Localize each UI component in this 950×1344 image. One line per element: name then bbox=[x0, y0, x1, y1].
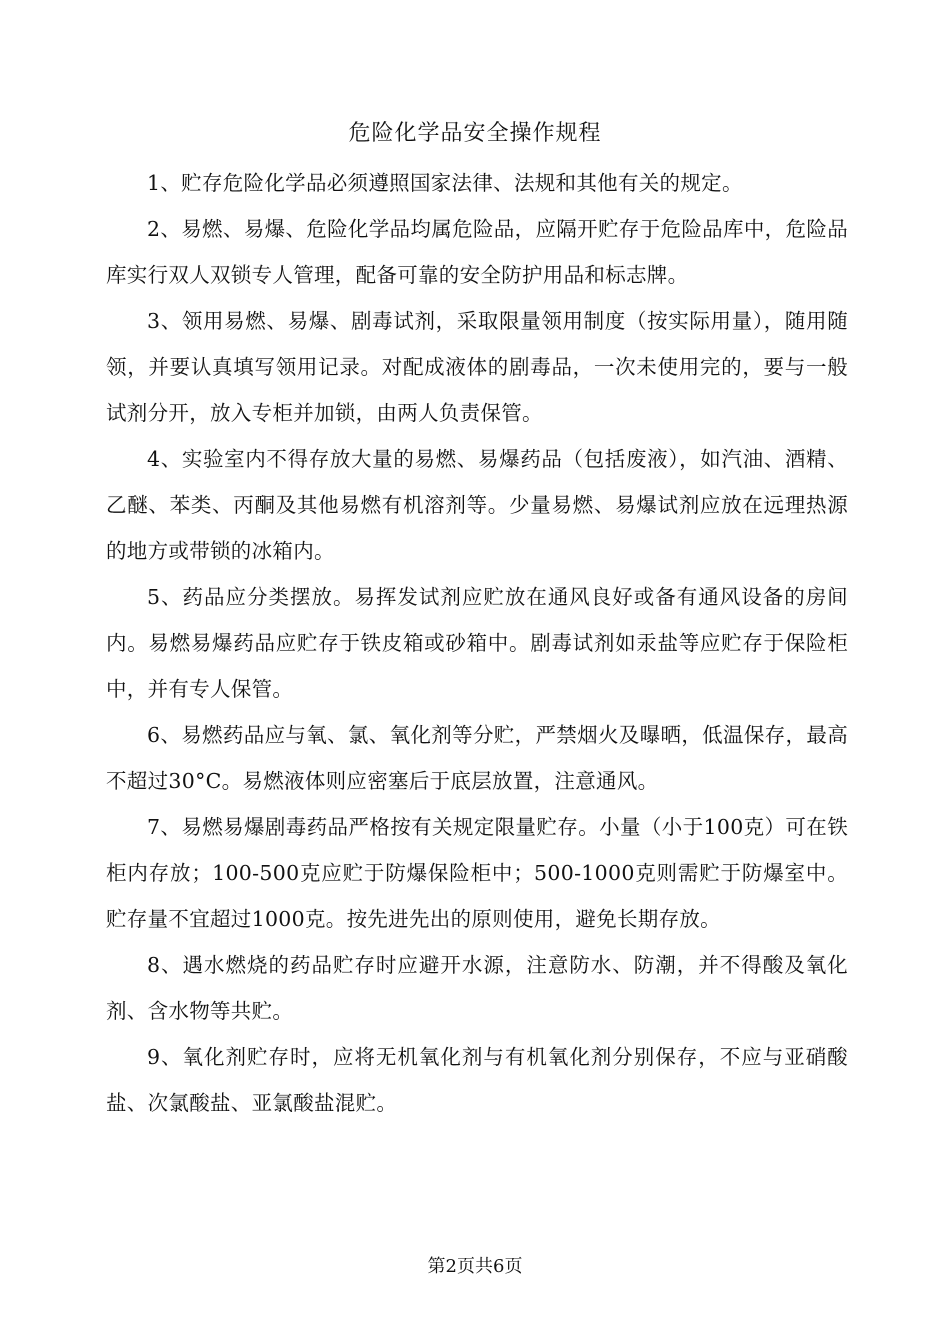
paragraph-6: 6、易燃药品应与氧、氯、氧化剂等分贮，严禁烟火及曝晒，低温保存，最高不超过30°C。易燃液体则应密塞后于底层放置，注意通风。 bbox=[106, 723, 848, 793]
paragraph-5: 5、药品应分类摆放。易挥发试剂应贮放在通风良好或备有通风设备的房间内。易燃易爆药品应贮存于铁皮箱或砂箱中。剧毒试剂如汞盐等应贮存于保险柜中，并有专人保管。 bbox=[106, 585, 848, 701]
paragraph-1: 1、贮存危险化学品必须遵照国家法律、法规和其他有关的规定。 bbox=[147, 171, 743, 195]
paragraph-7: 7、易燃易爆剧毒药品严格按有关规定限量贮存。小量（小于100克）可在铁柜内存放；100-500克应贮于防爆保险柜中；500-1000克则需贮于防爆室中。贮存量不宜超过1000克。按先进先出的原则使用，避免长期存放。 bbox=[106, 815, 848, 931]
document-body bbox=[106, 160, 848, 1126]
paragraph-3: 3、领用易燃、易爆、剧毒试剂，采取限量领用制度（按实际用量），随用随领，并要认真填写领用记录。对配成液体的剧毒品，一次未使用完的，要与一般试剂分开，放入专柜并加锁，由两人负责保管。 bbox=[106, 309, 848, 425]
paragraph-2: 2、易燃、易爆、危险化学品均属危险品，应隔开贮存于危险品库中，危险品库实行双人双锁专人管理，配备可靠的安全防护用品和标志牌。 bbox=[106, 217, 848, 287]
paragraph-8: 8、遇水燃烧的药品贮存时应避开水源，注意防水、防潮，并不得酸及氧化剂、含水物等共贮。 bbox=[106, 953, 848, 1023]
paragraph-9: 9、氧化剂贮存时，应将无机氧化剂与有机氧化剂分别保存，不应与亚硝酸盐、次氯酸盐、亚氯酸盐混贮。 bbox=[106, 1045, 848, 1115]
document-title: 危险化学品安全操作规程 bbox=[348, 121, 602, 146]
paragraph-4: 4、实验室内不得存放大量的易燃、易爆药品（包括废液），如汽油、酒精、乙醚、苯类、丙酮及其他易燃有机溶剂等。少量易燃、易爆试剂应放在远理热源的地方或带锁的冰箱内。 bbox=[106, 447, 848, 563]
page-number-footer: 第2页共6页 bbox=[427, 1256, 523, 1277]
